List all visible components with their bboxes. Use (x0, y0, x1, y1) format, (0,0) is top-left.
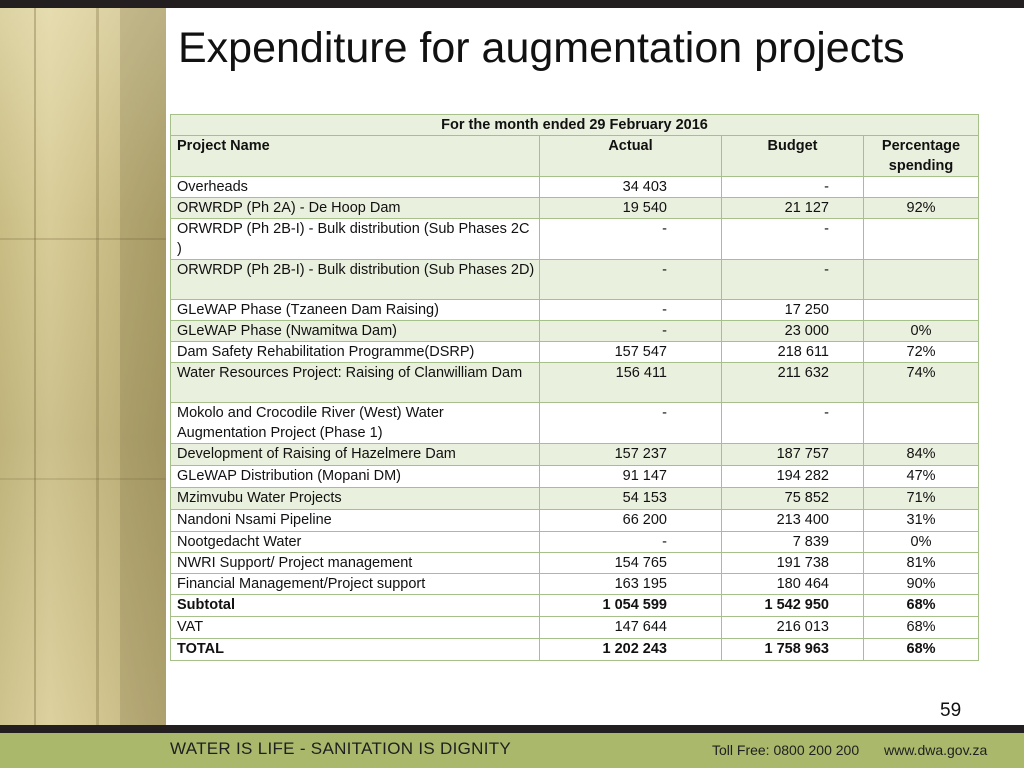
budget-cell: 17 250 (722, 300, 864, 321)
percentage-cell: 0% (864, 321, 979, 342)
budget-cell: - (722, 403, 864, 444)
actual-cell: 156 411 (540, 363, 722, 403)
actual-cell: - (540, 532, 722, 553)
side-photo (0, 8, 166, 725)
project-name-cell: ORWRDP (Ph 2B-I) - Bulk distribution (Sub Phases 2C ) (171, 219, 540, 260)
percentage-cell (864, 260, 979, 300)
budget-cell: 211 632 (722, 363, 864, 403)
table-row (171, 532, 979, 553)
table-row (171, 321, 979, 342)
project-name-cell: Development of Raising of Hazelmere Dam (171, 444, 540, 466)
percentage-cell: 71% (864, 488, 979, 510)
project-name-cell: GLeWAP Phase (Tzaneen Dam Raising) (171, 300, 540, 321)
table-row (171, 595, 979, 617)
table-row (171, 177, 979, 198)
footer-slogan: WATER IS LIFE - SANITATION IS DIGNITY (170, 739, 512, 758)
percentage-cell (864, 300, 979, 321)
percentage-cell: 68% (864, 595, 979, 617)
percentage-cell: 74% (864, 363, 979, 403)
budget-cell: 213 400 (722, 510, 864, 532)
actual-cell: 154 765 (540, 553, 722, 574)
budget-cell: - (722, 177, 864, 198)
budget-cell: 1 542 950 (722, 595, 864, 617)
project-name-cell: ORWRDP (Ph 2A) - De Hoop Dam (171, 198, 540, 219)
project-name-cell: GLeWAP Phase (Nwamitwa Dam) (171, 321, 540, 342)
actual-cell: 34 403 (540, 177, 722, 198)
percentage-cell: 0% (864, 532, 979, 553)
header-actual: Actual (540, 136, 722, 177)
budget-cell: 187 757 (722, 444, 864, 466)
project-name-cell: TOTAL (171, 639, 540, 661)
table-row (171, 639, 979, 661)
actual-cell: - (540, 403, 722, 444)
percentage-cell: 31% (864, 510, 979, 532)
footer-band (0, 733, 1024, 768)
table-row (171, 198, 979, 219)
budget-cell: 216 013 (722, 617, 864, 639)
project-name-cell: Mokolo and Crocodile River (West) Water Augmentation Project (Phase 1) (171, 403, 540, 444)
budget-cell: - (722, 219, 864, 260)
table-row (171, 574, 979, 595)
percentage-cell: 92% (864, 198, 979, 219)
table-row (171, 403, 979, 444)
budget-cell: 180 464 (722, 574, 864, 595)
table-row (171, 363, 979, 403)
actual-cell: 1 054 599 (540, 595, 722, 617)
top-bar (0, 0, 1024, 8)
actual-cell: 1 202 243 (540, 639, 722, 661)
actual-cell: 66 200 (540, 510, 722, 532)
project-name-cell: Subtotal (171, 595, 540, 617)
percentage-cell (864, 403, 979, 444)
table-row (171, 260, 979, 300)
project-name-cell: ORWRDP (Ph 2B-I) - Bulk distribution (Sub Phases 2D) (171, 260, 540, 300)
budget-cell: 75 852 (722, 488, 864, 510)
budget-cell: 7 839 (722, 532, 864, 553)
percentage-cell: 68% (864, 617, 979, 639)
page-number: 59 (940, 700, 962, 721)
budget-cell: - (722, 260, 864, 300)
table-row (171, 300, 979, 321)
percentage-cell: 72% (864, 342, 979, 363)
percentage-cell: 81% (864, 553, 979, 574)
table-row (171, 444, 979, 466)
percentage-cell: 90% (864, 574, 979, 595)
actual-cell: 157 237 (540, 444, 722, 466)
project-name-cell: Overheads (171, 177, 540, 198)
project-name-cell: Nandoni Nsami Pipeline (171, 510, 540, 532)
table-caption: For the month ended 29 February 2016 (171, 115, 979, 136)
actual-cell: 54 153 (540, 488, 722, 510)
budget-cell: 191 738 (722, 553, 864, 574)
actual-cell: 157 547 (540, 342, 722, 363)
header-budget: Budget (722, 136, 864, 177)
project-name-cell: Water Resources Project: Raising of Clanwilliam Dam (171, 363, 540, 403)
percentage-cell: 84% (864, 444, 979, 466)
actual-cell: - (540, 219, 722, 260)
table-row (171, 342, 979, 363)
header-project-name: Project Name (171, 136, 540, 177)
table-row (171, 488, 979, 510)
project-name-cell: VAT (171, 617, 540, 639)
slide-title: Expenditure for augmentation projects (178, 24, 905, 72)
budget-cell: 23 000 (722, 321, 864, 342)
project-name-cell: GLeWAP Distribution (Mopani DM) (171, 466, 540, 488)
percentage-cell: 68% (864, 639, 979, 661)
actual-cell: - (540, 300, 722, 321)
table-row (171, 617, 979, 639)
actual-cell: 19 540 (540, 198, 722, 219)
project-name-cell: Financial Management/Project support (171, 574, 540, 595)
table-row (171, 219, 979, 260)
table-row (171, 466, 979, 488)
budget-cell: 1 758 963 (722, 639, 864, 661)
budget-cell: 21 127 (722, 198, 864, 219)
table-row (171, 510, 979, 532)
website-link: www.dwa.gov.za (884, 742, 988, 758)
budget-cell: 194 282 (722, 466, 864, 488)
project-name-cell: Nootgedacht Water (171, 532, 540, 553)
actual-cell: 147 644 (540, 617, 722, 639)
actual-cell: 163 195 (540, 574, 722, 595)
percentage-cell (864, 219, 979, 260)
project-name-cell: Dam Safety Rehabilitation Programme(DSRP) (171, 342, 540, 363)
actual-cell: 91 147 (540, 466, 722, 488)
table-row (171, 553, 979, 574)
bottom-bar (0, 725, 1024, 733)
actual-cell: - (540, 260, 722, 300)
percentage-cell: 47% (864, 466, 979, 488)
actual-cell: - (540, 321, 722, 342)
project-name-cell: Mzimvubu Water Projects (171, 488, 540, 510)
toll-free-number: Toll Free: 0800 200 200 (712, 742, 860, 758)
budget-cell: 218 611 (722, 342, 864, 363)
project-name-cell: NWRI Support/ Project management (171, 553, 540, 574)
percentage-cell (864, 177, 979, 198)
expenditure-table (170, 114, 979, 661)
header-percentage: Percentage spending (864, 136, 979, 177)
